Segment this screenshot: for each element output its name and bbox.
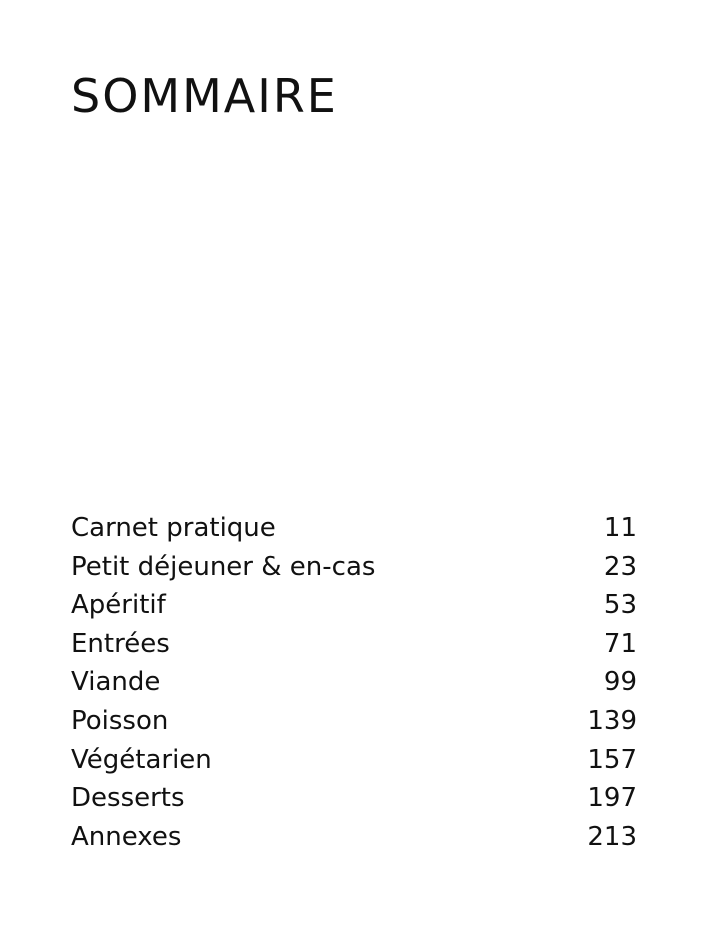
table-of-contents	[71, 509, 637, 856]
toc-entry-label: Desserts	[71, 783, 185, 814]
toc-entry-page-number: 23	[603, 551, 637, 582]
toc-entry-viande[interactable]	[71, 663, 637, 702]
toc-entry-page-number: 11	[603, 513, 637, 543]
toc-entry-entrees[interactable]	[71, 625, 637, 664]
toc-entry-page-number: 99	[603, 667, 637, 698]
toc-entry-label: Poisson	[71, 705, 169, 736]
toc-entry-page-number: 53	[603, 590, 637, 621]
toc-entry-aperitif[interactable]	[71, 586, 637, 625]
toc-entry-label: Apéritif	[71, 590, 166, 621]
toc-entry-label: Viande	[71, 667, 161, 698]
toc-entry-poisson[interactable]	[71, 702, 637, 741]
toc-entry-page-number: 213	[587, 821, 637, 852]
toc-entry-carnet-pratique[interactable]	[71, 509, 637, 548]
toc-entry-desserts[interactable]	[71, 779, 637, 818]
toc-entry-page-number: 157	[587, 744, 637, 775]
page-title: SOMMAIRE	[71, 69, 338, 123]
toc-entry-label: Végétarien	[71, 744, 212, 775]
toc-entry-vegetarien[interactable]	[71, 741, 637, 780]
toc-entry-label: Annexes	[71, 821, 182, 852]
toc-entry-label: Petit déjeuner & en-cas	[71, 551, 376, 582]
toc-entry-page-number: 71	[603, 628, 637, 659]
toc-entry-label: Entrées	[71, 628, 170, 659]
toc-entry-label: Carnet pratique	[71, 513, 276, 543]
toc-entry-page-number: 139	[587, 705, 637, 736]
toc-entry-petit-dejeuner[interactable]	[71, 548, 637, 587]
toc-entry-annexes[interactable]	[71, 818, 637, 857]
toc-entry-page-number: 197	[587, 783, 637, 814]
